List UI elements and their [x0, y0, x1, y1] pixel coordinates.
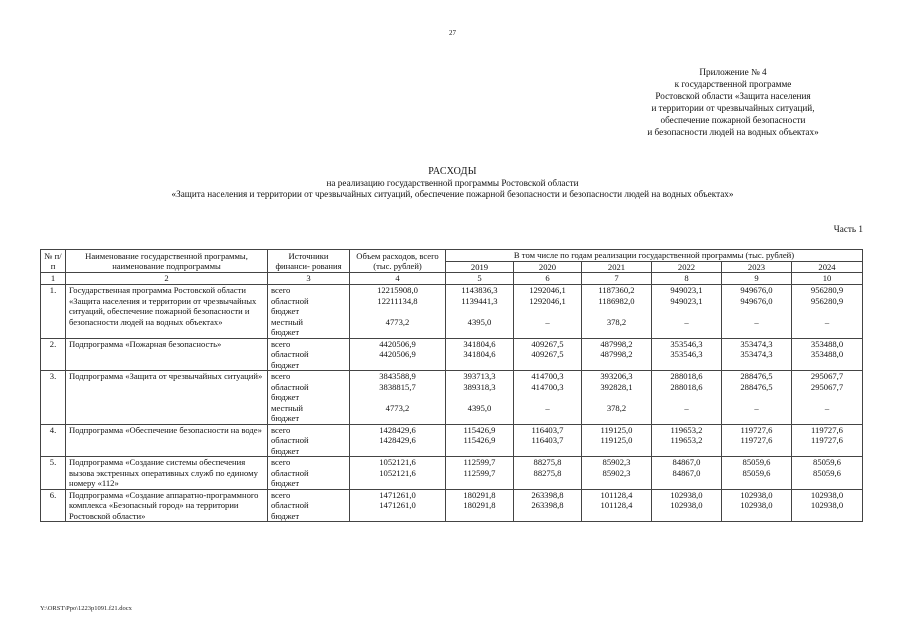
year-value: 341804,6: [463, 349, 496, 359]
source-label: всего: [271, 424, 291, 435]
appendix-line: и территории от чрезвычайных ситуаций,: [651, 103, 815, 113]
table-row: [41, 457, 863, 490]
year-value: 101128,4: [600, 489, 633, 500]
year-values: [652, 371, 722, 425]
row-number: 4.: [41, 424, 66, 457]
total-value: 1471261,0: [379, 489, 416, 500]
year-values: [792, 338, 863, 371]
header-total: Объем расходов, всего (тыс. рублей): [350, 250, 446, 273]
year-value: 389318,3: [463, 381, 496, 392]
year-value: 85059,6: [742, 457, 771, 467]
year-values: [446, 457, 514, 490]
year-value: 353474,3: [740, 338, 773, 349]
index-cell: 1: [41, 273, 66, 285]
year-value: 88275,8: [533, 457, 562, 467]
year-value: 102938,0: [740, 500, 773, 510]
index-cell: 2: [66, 273, 268, 285]
expenses-table: [40, 249, 863, 522]
row-number: 3.: [41, 371, 66, 425]
header-num: № п/п: [41, 250, 66, 273]
table-row: [41, 424, 863, 457]
header-source: Источники финанси- рования: [268, 250, 350, 273]
total-expenses: [350, 424, 446, 457]
index-cell: 9: [722, 273, 792, 285]
year-value: 393206,3: [600, 371, 633, 381]
total-value: 12215908,0: [377, 285, 418, 295]
year-value: 88275,8: [533, 467, 562, 478]
appendix-line: Ростовской области «Защита населения: [655, 91, 811, 101]
funding-sources: [268, 489, 350, 522]
year-values: [514, 457, 582, 490]
total-value: 4773,2: [385, 402, 410, 413]
year-values: [446, 285, 514, 339]
year-value: 956280,9: [810, 285, 844, 295]
source-label: всего: [271, 371, 291, 381]
year-value: 263398,8: [531, 500, 564, 510]
row-number: 2.: [41, 338, 66, 371]
index-cell: 4: [350, 273, 446, 285]
total-expenses: [350, 285, 446, 339]
year-values: [652, 489, 722, 522]
year-value: 84867,0: [672, 467, 701, 478]
year-values: [582, 424, 652, 457]
year-value: 180291,8: [463, 500, 496, 510]
year-value: 1143836,3: [461, 285, 498, 295]
source-label: местный бюджет: [271, 316, 304, 337]
total-value: 4420506,9: [379, 349, 416, 359]
year-value: 85059,6: [742, 467, 771, 478]
year-value: 956280,9: [810, 295, 844, 306]
year-values: [652, 424, 722, 457]
year-value: 119653,2: [670, 424, 703, 435]
program-name: Подпрограмма «Создание системы обеспечения вызова экстренных оперативных служб по единому номеру «112»: [66, 457, 268, 490]
total-value: 1471261,0: [379, 500, 416, 510]
total-value: 4773,2: [385, 316, 410, 327]
year-values: [514, 285, 582, 339]
year-value: 378,2: [606, 316, 627, 327]
total-value: 1428429,6: [379, 424, 416, 435]
year-value: 112599,7: [463, 457, 496, 467]
total-expenses: [350, 489, 446, 522]
year-values: [792, 424, 863, 457]
program-name: Подпрограмма «Обеспечение безопасности на воде»: [66, 424, 268, 457]
year-value: 341804,6: [463, 338, 496, 349]
footer-file-path: Y:\ORST\Ppo\1223p1091.f21.docx: [40, 605, 132, 612]
total-expenses: [350, 457, 446, 490]
year-value: 288476,5: [740, 371, 773, 381]
year-value: –: [684, 402, 689, 413]
title-line: на реализацию государственной программы Ростовской области: [326, 177, 579, 188]
funding-sources: [268, 285, 350, 339]
appendix-line: обеспечение пожарной безопасности: [660, 115, 806, 125]
funding-sources: [268, 457, 350, 490]
total-expenses: [350, 338, 446, 371]
column-index-row: [41, 273, 863, 285]
year-values: [722, 338, 792, 371]
year-value: 1139441,3: [461, 295, 498, 306]
year-value: 180291,8: [463, 489, 496, 500]
source-label: всего: [271, 285, 291, 295]
year-value: 102938,0: [740, 489, 773, 500]
year-value: 288018,6: [670, 371, 703, 381]
appendix-line: к государственной программе: [674, 79, 792, 89]
year-value: 295067,7: [810, 371, 844, 381]
year-value: –: [545, 316, 550, 327]
funding-sources: [268, 338, 350, 371]
table-row: [41, 371, 863, 425]
index-cell: 8: [652, 273, 722, 285]
header-year: 2019: [446, 261, 514, 273]
index-cell: 3: [268, 273, 350, 285]
year-value: 949023,1: [670, 295, 703, 306]
year-value: 949676,0: [740, 295, 773, 306]
year-values: [652, 338, 722, 371]
year-value: 409267,5: [531, 338, 564, 349]
year-value: 353546,3: [670, 338, 703, 349]
year-values: [722, 371, 792, 425]
source-label: всего: [271, 489, 291, 500]
year-value: 1292046,1: [529, 295, 566, 306]
header-years-group: В том числе по годам реализации государственной программы (тыс. рублей): [446, 250, 863, 262]
header-year: 2022: [652, 261, 722, 273]
year-values: [446, 424, 514, 457]
year-value: 115426,9: [463, 424, 496, 435]
part-label: Часть 1: [833, 224, 863, 234]
total-value: 1052121,6: [379, 457, 416, 467]
total-value: 3838815,7: [379, 381, 416, 392]
table-row: [41, 338, 863, 371]
year-value: 353474,3: [740, 349, 773, 359]
year-value: 85902,3: [602, 457, 631, 467]
year-value: 84867,0: [672, 457, 701, 467]
document-title: [0, 166, 905, 201]
row-number: 1.: [41, 285, 66, 339]
year-values: [792, 371, 863, 425]
page-number: 27: [449, 29, 456, 37]
header-year: 2020: [514, 261, 582, 273]
funding-sources: [268, 424, 350, 457]
year-value: 102938,0: [810, 489, 844, 500]
year-values: [722, 285, 792, 339]
year-value: 414700,3: [531, 381, 564, 392]
year-value: 1292046,1: [529, 285, 566, 295]
header-year: 2021: [582, 261, 652, 273]
year-values: [582, 457, 652, 490]
total-value: 12211134,8: [377, 295, 418, 306]
source-label: всего: [271, 338, 291, 349]
year-values: [446, 371, 514, 425]
total-value: 3843588,9: [379, 371, 416, 381]
year-value: 119727,6: [740, 424, 773, 435]
header-name: Наименование государственной программы, наименование подпрограммы: [66, 250, 268, 273]
year-value: 353488,0: [810, 349, 844, 359]
year-value: 119727,6: [811, 435, 843, 445]
year-value: 112599,7: [463, 467, 496, 478]
year-values: [792, 489, 863, 522]
source-label: областной бюджет: [271, 349, 309, 370]
year-value: 487998,2: [600, 349, 633, 359]
header-year: 2023: [722, 261, 792, 273]
table-row: [41, 489, 863, 522]
index-cell: 7: [582, 273, 652, 285]
source-label: местный бюджет: [271, 402, 304, 423]
year-values: [582, 371, 652, 425]
year-value: 119727,6: [811, 424, 843, 435]
year-value: 102938,0: [670, 489, 703, 500]
year-value: 119727,6: [740, 435, 773, 445]
year-values: [722, 489, 792, 522]
appendix-line: и безопасности людей на водных объектах»: [647, 127, 819, 137]
source-label: областной бюджет: [271, 467, 309, 488]
year-value: 1187360,2: [598, 285, 635, 295]
year-values: [514, 371, 582, 425]
year-value: 116403,7: [531, 424, 564, 435]
year-value: 1186982,0: [598, 295, 635, 306]
row-number: 6.: [41, 489, 66, 522]
year-values: [652, 285, 722, 339]
year-values: [446, 489, 514, 522]
title-line: «Защита населения и территории от чрезвычайных ситуаций, обеспечение пожарной безопасности и безопасности людей на водных объектах»: [171, 189, 734, 199]
year-value: 295067,7: [810, 381, 844, 392]
year-value: –: [824, 316, 830, 327]
total-value: 4420506,9: [379, 338, 416, 349]
year-value: 119125,0: [600, 435, 633, 445]
year-values: [514, 424, 582, 457]
year-value: 119125,0: [600, 424, 633, 435]
year-value: –: [545, 402, 550, 413]
funding-sources: [268, 371, 350, 425]
year-values: [582, 489, 652, 522]
year-value: 353546,3: [670, 349, 703, 359]
source-label: всего: [271, 457, 291, 467]
index-cell: 10: [792, 273, 863, 285]
source-label: областной бюджет: [271, 500, 309, 521]
title-heading: РАСХОДЫ: [428, 166, 477, 177]
year-value: 102938,0: [670, 500, 703, 510]
year-values: [582, 285, 652, 339]
year-value: 4395,0: [467, 316, 492, 327]
source-label: областной бюджет: [271, 295, 309, 316]
source-label: областной бюджет: [271, 435, 309, 456]
program-name: Подпрограмма «Создание аппаратно-программного комплекса «Безопасный город» на территории Ростовской области»: [66, 489, 268, 522]
year-values: [722, 457, 792, 490]
table-body: [41, 285, 863, 522]
year-value: 85902,3: [602, 467, 631, 478]
year-values: [446, 338, 514, 371]
appendix-note: [603, 66, 863, 138]
year-value: 263398,8: [531, 489, 564, 500]
program-name: Подпрограмма «Защита от чрезвычайных ситуаций»: [66, 371, 268, 425]
year-values: [514, 338, 582, 371]
year-value: 353488,0: [810, 338, 844, 349]
year-value: 392828,1: [600, 381, 633, 392]
year-value: 409267,5: [531, 349, 564, 359]
year-value: 115426,9: [463, 435, 496, 445]
source-label: областной бюджет: [271, 381, 309, 402]
program-name: Государственная программа Ростовской области «Защита населения и территории от чрезвычайных ситуаций, обеспечение пожарной безопасности и безопасности людей на водных объектах»: [66, 285, 268, 339]
year-value: 85059,6: [813, 457, 841, 467]
year-value: 288476,5: [740, 381, 773, 392]
year-values: [722, 424, 792, 457]
total-value: 1428429,6: [379, 435, 416, 445]
year-value: 102938,0: [810, 500, 844, 510]
index-cell: 5: [446, 273, 514, 285]
year-values: [652, 457, 722, 490]
year-value: 393713,3: [463, 371, 496, 381]
year-values: [514, 489, 582, 522]
appendix-line: Приложение № 4: [699, 67, 767, 77]
total-expenses: [350, 371, 446, 425]
year-values: [792, 457, 863, 490]
year-values: [792, 285, 863, 339]
year-value: 487998,2: [600, 338, 633, 349]
year-value: 101128,4: [600, 500, 633, 510]
year-value: 288018,6: [670, 381, 703, 392]
total-value: 1052121,6: [379, 467, 416, 478]
year-value: 116403,7: [531, 435, 564, 445]
year-value: 378,2: [606, 402, 627, 413]
year-value: 4395,0: [467, 402, 492, 413]
year-value: –: [824, 402, 830, 413]
table-row: [41, 285, 863, 339]
year-value: –: [684, 316, 689, 327]
year-values: [582, 338, 652, 371]
year-value: –: [754, 402, 759, 413]
index-cell: 6: [514, 273, 582, 285]
year-value: 119653,2: [670, 435, 703, 445]
row-number: 5.: [41, 457, 66, 490]
year-value: 949023,1: [670, 285, 703, 295]
program-name: Подпрограмма «Пожарная безопасность»: [66, 338, 268, 371]
year-value: 949676,0: [740, 285, 773, 295]
year-value: 85059,6: [813, 467, 841, 478]
year-value: 414700,3: [531, 371, 564, 381]
header-year: 2024: [792, 261, 863, 273]
year-value: –: [754, 316, 759, 327]
